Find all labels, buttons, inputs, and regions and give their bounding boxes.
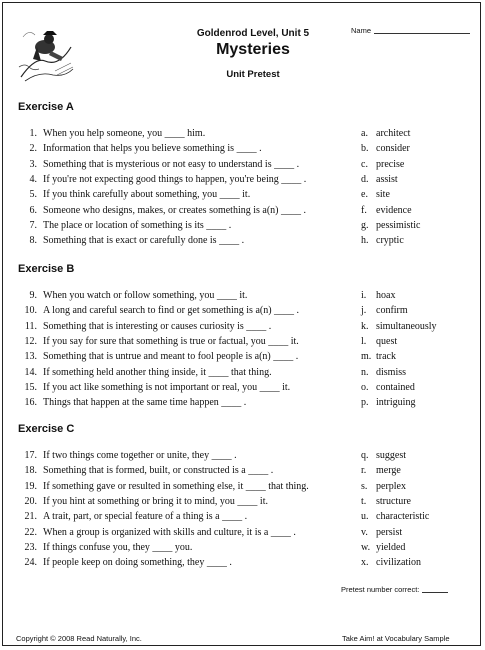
- answer-letter: h.: [361, 235, 369, 247]
- question-row: [3, 365, 473, 380]
- question-row: [3, 157, 473, 172]
- question-row: [3, 463, 473, 478]
- question-number: 9.: [29, 290, 37, 301]
- footer-copyright: Copyright © 2008 Read Naturally, Inc.: [16, 634, 142, 643]
- exercise-heading: Exercise A: [18, 101, 74, 113]
- question-number: 12.: [24, 335, 37, 347]
- exercise-heading: Exercise B: [18, 263, 75, 275]
- answer-choice: quest: [376, 335, 398, 347]
- question-text: If things confuse you, they ____ you.: [43, 541, 193, 553]
- answer-letter: a.: [361, 128, 368, 139]
- question-row: [3, 349, 473, 364]
- answer-letter: f.: [361, 204, 367, 216]
- answer-choice: suggest: [376, 450, 406, 461]
- question-number: 10.: [24, 305, 37, 317]
- answer-choice: persist: [376, 526, 403, 538]
- question-number: 3.: [29, 158, 37, 170]
- answer-choice: structure: [376, 495, 411, 507]
- question-text: The place or location of something is its ____ .: [43, 219, 232, 231]
- question-number: 13.: [24, 351, 37, 363]
- question-text: Something that is interesting or causes curiosity is ____ .: [43, 320, 272, 332]
- question-row: [3, 126, 473, 141]
- question-text: Information that helps you believe something is ____ .: [43, 143, 262, 155]
- question-text: A trait, part, or special feature of a thing is a ____ .: [43, 511, 248, 523]
- question-row: [3, 509, 473, 524]
- question-row: [3, 203, 473, 218]
- question-text: If you're not expecting good things to happen, you're being ____ .: [43, 173, 307, 185]
- question-text: When you help someone, you ____ him.: [43, 128, 206, 139]
- answer-choice: cryptic: [376, 235, 404, 247]
- answer-letter: n.: [361, 366, 369, 378]
- question-row: [3, 233, 473, 248]
- answer-choice: civilization: [376, 557, 421, 569]
- question-number: 5.: [29, 189, 37, 201]
- answer-letter: k.: [361, 320, 369, 332]
- question-number: 19.: [24, 480, 37, 492]
- question-row: [3, 448, 473, 463]
- question-number: 22.: [24, 526, 37, 538]
- question-row: [3, 319, 473, 334]
- answer-choice: simultaneously: [376, 320, 437, 332]
- question-row: [3, 218, 473, 233]
- answer-letter: q.: [361, 450, 369, 461]
- question-row: [3, 540, 473, 555]
- question-number: 1.: [29, 128, 37, 139]
- answer-letter: i.: [361, 290, 367, 301]
- question-text: If people keep on doing something, they ____ .: [43, 557, 232, 569]
- answer-letter: v.: [361, 526, 368, 538]
- question-text: Something that is untrue and meant to fool people is a(n) ____ .: [43, 351, 299, 363]
- question-number: 23.: [24, 541, 37, 553]
- question-number: 14.: [24, 366, 37, 378]
- question-number: 4.: [29, 173, 37, 185]
- question-text: Something that is formed, built, or constructed is a ____ .: [43, 465, 274, 477]
- answer-letter: u.: [361, 511, 369, 523]
- question-number: 15.: [24, 381, 37, 393]
- question-text: If you hint at something or bring it to mind, you ____ it.: [43, 495, 268, 507]
- answer-letter: r.: [361, 465, 367, 477]
- question-text: If you act like something is not important or real, you ____ it.: [43, 381, 291, 393]
- answer-letter: t.: [361, 495, 367, 507]
- answer-choice: architect: [376, 128, 411, 139]
- answer-choice: confirm: [376, 305, 408, 317]
- question-row: [3, 555, 473, 570]
- answer-choice: contained: [376, 381, 415, 393]
- question-row: [3, 172, 473, 187]
- question-text: If you say for sure that something is true or factual, you ____ it.: [43, 335, 299, 347]
- footer-sample: Take Aim! at Vocabulary Sample: [342, 634, 450, 643]
- question-text: A long and careful search to find or get something is a(n) ____ .: [43, 305, 300, 317]
- answer-choice: hoax: [376, 290, 396, 301]
- answer-letter: l.: [361, 335, 367, 347]
- exercise-heading: Exercise C: [18, 423, 75, 435]
- question-text: If you think carefully about something, you ____ it.: [43, 189, 251, 201]
- question-number: 7.: [29, 219, 37, 231]
- detective-illustration: [15, 17, 77, 87]
- worksheet-page: [2, 2, 481, 646]
- pretest-score[interactable]: [341, 585, 448, 594]
- question-number: 11.: [24, 320, 37, 332]
- question-number: 21.: [24, 511, 37, 523]
- answer-choice: precise: [376, 158, 405, 170]
- question-row: [3, 395, 473, 410]
- question-row: [3, 479, 473, 494]
- answer-letter: e.: [361, 189, 368, 201]
- answer-choice: pessimistic: [376, 219, 421, 231]
- question-text: Something that is exact or carefully done is ____ .: [43, 235, 245, 247]
- question-row: [3, 334, 473, 349]
- page-subtitle: Unit Pretest: [226, 69, 280, 80]
- question-row: [3, 525, 473, 540]
- answer-letter: g.: [361, 219, 369, 231]
- question-text: When you watch or follow something, you ____ it.: [43, 290, 248, 301]
- answer-choice: site: [376, 189, 390, 201]
- answer-choice: intriguing: [376, 397, 416, 409]
- question-row: [3, 303, 473, 318]
- question-number: 20.: [24, 495, 37, 507]
- answer-letter: w.: [361, 541, 371, 553]
- name-field[interactable]: [351, 26, 470, 35]
- question-row: [3, 380, 473, 395]
- answer-choice: assist: [376, 173, 398, 185]
- score-line[interactable]: [422, 592, 448, 593]
- question-number: 8.: [29, 235, 37, 247]
- question-text: Something that is mysterious or not easy to understand is ____ .: [43, 158, 300, 170]
- answer-choice: consider: [376, 143, 410, 155]
- answer-letter: p.: [361, 397, 369, 409]
- answer-letter: d.: [361, 173, 369, 185]
- answer-choice: track: [376, 351, 396, 363]
- question-number: 2.: [29, 143, 37, 155]
- answer-letter: c.: [361, 158, 368, 170]
- question-number: 24.: [24, 557, 37, 569]
- question-text: When a group is organized with skills and culture, it is a ____ .: [43, 526, 296, 538]
- question-row: [3, 141, 473, 156]
- name-label: Name: [351, 26, 372, 35]
- question-number: 18.: [24, 465, 37, 477]
- answer-letter: x.: [361, 557, 369, 569]
- question-text: If something held another thing inside, it ____ that thing.: [43, 366, 272, 378]
- answer-choice: evidence: [376, 204, 412, 216]
- question-row: [3, 187, 473, 202]
- name-line[interactable]: [374, 33, 470, 34]
- answer-letter: o.: [361, 381, 369, 393]
- answer-choice: dismiss: [376, 366, 407, 378]
- question-number: 17.: [24, 450, 37, 461]
- answer-letter: b.: [361, 143, 369, 155]
- answer-choice: yielded: [376, 541, 406, 553]
- answer-letter: j.: [361, 305, 367, 317]
- answer-choice: characteristic: [376, 511, 430, 523]
- question-number: 16.: [24, 397, 37, 409]
- answer-letter: m.: [361, 351, 372, 363]
- question-row: [3, 288, 473, 303]
- level-heading: Goldenrod Level, Unit 5: [196, 28, 310, 39]
- score-label: Pretest number correct:: [341, 585, 420, 594]
- answer-letter: s.: [361, 480, 368, 492]
- question-text: If something gave or resulted in something else, it ____ that thing.: [43, 480, 309, 492]
- question-number: 6.: [29, 204, 37, 216]
- page-title: Mysteries: [216, 41, 290, 58]
- question-text: Someone who designs, makes, or creates something is a(n) ____ .: [43, 204, 307, 216]
- answer-choice: perplex: [376, 480, 406, 492]
- question-text: If two things come together or unite, they ____ .: [43, 450, 237, 461]
- question-row: [3, 494, 473, 509]
- question-text: Things that happen at the same time happen ____ .: [43, 397, 247, 409]
- answer-choice: merge: [376, 465, 401, 477]
